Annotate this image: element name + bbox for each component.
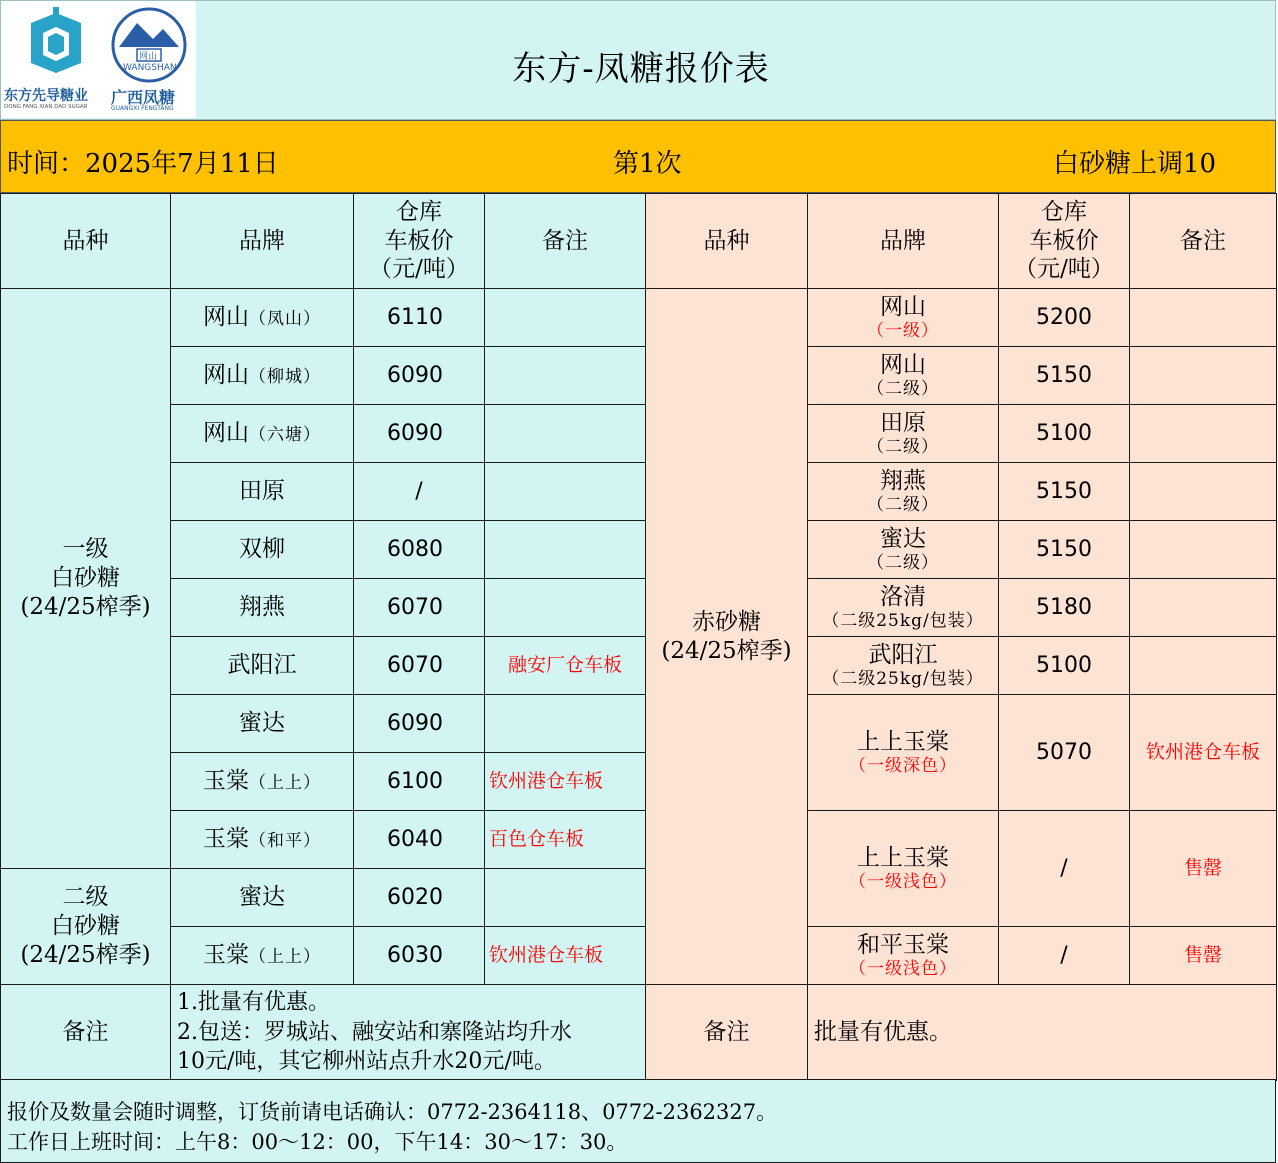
fengtang-pinyin: GUANGXI FENGTANG [111, 105, 174, 112]
col-header-variety: 品种 [646, 194, 808, 289]
price-cell: / [354, 463, 485, 521]
remark-cell [485, 405, 646, 463]
remark-cell [485, 579, 646, 637]
remarks-right: 批量有优惠。 [808, 985, 1277, 1081]
brand-origin: （和平） [249, 831, 321, 852]
remark-cell: 售罄 [1130, 927, 1277, 985]
price-header-line: 仓库 [396, 198, 442, 225]
col-header-price [354, 194, 485, 289]
variety-line: 一级 [62, 536, 109, 563]
remark-line: 2.包送：罗城站、融安站和寨隆站均升水 [177, 1019, 572, 1045]
brand-name: 武阳江 [227, 652, 297, 679]
price-cell: 5150 [999, 347, 1130, 405]
wangshan-ring-text: WANGSHAN [123, 63, 177, 73]
price-cell: 6030 [354, 927, 485, 985]
price-cell: 5070 [999, 695, 1130, 811]
quote-round: 第1次 [613, 149, 682, 179]
remark-cell: 钦州港仓车板 [485, 927, 646, 985]
price-header-line: （元/吨） [1014, 256, 1114, 283]
brand-name: 玉棠 [203, 942, 249, 969]
brand-grade: （二级） [867, 379, 939, 400]
price-cell: 6080 [354, 521, 485, 579]
brand-name: 蜜达 [880, 525, 926, 552]
brand-grade: （二级） [867, 553, 939, 574]
brand-grade: （一级浅色） [849, 872, 957, 893]
price-cell: / [999, 927, 1130, 985]
brand-name: 玉棠 [203, 826, 249, 853]
table-row [1, 289, 1277, 347]
remark-cell [1130, 347, 1277, 405]
remarks-left [171, 985, 646, 1081]
remark-cell [485, 521, 646, 579]
table-row [1, 347, 1277, 405]
price-header-line: （元/吨） [369, 256, 469, 283]
table-row [1, 463, 1277, 521]
price-cell: 5100 [999, 637, 1130, 695]
brand-name: 网山 [203, 420, 249, 447]
price-cell: 6110 [354, 289, 485, 347]
brand-cell [171, 869, 354, 927]
price-cell: 6090 [354, 405, 485, 463]
variety-line: 赤砂糖 [692, 608, 761, 635]
remark-cell [485, 695, 646, 753]
variety-line: 白砂糖 [51, 565, 120, 592]
remarks-row [1, 985, 1277, 1081]
brand-origin: （柳城） [249, 367, 321, 388]
logo-area [1, 1, 196, 118]
brand-name: 蜜达 [239, 710, 285, 737]
brand-grade: （二级） [867, 495, 939, 516]
office-hours-line: 工作日上班时间：上午8：00～12：00，下午14：30～17：30。 [7, 1130, 628, 1154]
quote-date: 时间：2025年7月11日 [7, 149, 279, 179]
price-header-line: 车板价 [1029, 227, 1099, 254]
variety-grade2-white [1, 869, 171, 985]
price-cell: 6020 [354, 869, 485, 927]
brand-grade: （二级25kg/包装） [822, 669, 984, 690]
info-bar [0, 120, 1276, 193]
brand-origin: （上上） [249, 773, 321, 794]
price-cell: 6090 [354, 347, 485, 405]
price-header-line: 车板价 [384, 227, 454, 254]
price-cell: / [999, 811, 1130, 927]
remark-cell: 售罄 [1130, 811, 1277, 927]
brand-name: 网山 [880, 351, 926, 378]
price-cell: 5150 [999, 463, 1130, 521]
brand-grade: （二级25kg/包装） [822, 611, 984, 632]
remark-line: 10元/吨，其它柳州站点升水20元/吨。 [177, 1049, 556, 1075]
brand-name: 玉棠 [203, 768, 249, 795]
brand-cell [171, 579, 354, 637]
col-header-remark: 备注 [485, 194, 646, 289]
price-adjust-note: 白砂糖上调10 [1053, 149, 1217, 179]
brand-name: 田原 [239, 478, 285, 505]
brand-cell [808, 521, 999, 579]
brand-origin: （凤山） [249, 309, 321, 330]
brand-cell [171, 347, 354, 405]
brand-cell [808, 289, 999, 347]
brand-grade: （二级） [867, 437, 939, 458]
remarks-label: 备注 [1, 985, 171, 1081]
remark-cell [485, 289, 646, 347]
variety-grade1-white [1, 289, 171, 869]
brand-name: 田原 [880, 409, 926, 436]
table-row [1, 695, 1277, 753]
remark-cell [485, 463, 646, 521]
brand-cell [171, 811, 354, 869]
price-cell: 5100 [999, 405, 1130, 463]
price-table [0, 193, 1277, 1081]
brand-name: 网山 [203, 362, 249, 389]
price-cell: 6070 [354, 637, 485, 695]
remark-cell: 钦州港仓车板 [1130, 695, 1277, 811]
table-row [1, 811, 1277, 869]
variety-line: (24/25榨季) [20, 941, 151, 968]
remark-cell [1130, 463, 1277, 521]
table-row [1, 927, 1277, 985]
wangshan-badge-text: 网山 [139, 52, 158, 62]
header-row [1, 194, 1277, 289]
remark-cell [485, 869, 646, 927]
table-row [1, 521, 1277, 579]
table-row [1, 637, 1277, 695]
brand-name: 翔燕 [880, 467, 926, 494]
brand-cell [171, 289, 354, 347]
brand-name: 武阳江 [868, 641, 938, 668]
variety-line: 二级 [62, 884, 109, 911]
brand-cell [171, 405, 354, 463]
brand-cell [171, 521, 354, 579]
brand-cell [171, 463, 354, 521]
col-header-brand: 品牌 [808, 194, 999, 289]
price-cell: 5180 [999, 579, 1130, 637]
variety-line: (24/25榨季) [20, 593, 151, 620]
brand-cell [808, 579, 999, 637]
price-cell: 5200 [999, 289, 1130, 347]
brand-cell [808, 811, 999, 927]
remark-cell [1130, 289, 1277, 347]
page-title: 东方-凤糖报价表 [512, 49, 770, 89]
dongfang-name: 东方先导糖业 [4, 88, 88, 104]
table-row [1, 579, 1277, 637]
brand-cell [171, 927, 354, 985]
brand-cell [808, 637, 999, 695]
col-header-price [999, 194, 1130, 289]
contact-line: 报价及数量会随时调整，订货前请电话确认：0772-2364118、0772-2362327。 [7, 1100, 778, 1124]
brand-name: 双柳 [239, 536, 285, 563]
brand-grade: （一级深色） [849, 756, 957, 777]
brand-cell [808, 695, 999, 811]
brand-name: 上上玉棠 [857, 728, 949, 755]
brand-name: 网山 [203, 304, 249, 331]
variety-brown-sugar [646, 289, 808, 985]
brand-cell [171, 695, 354, 753]
col-header-remark: 备注 [1130, 194, 1277, 289]
brand-origin: （六塘） [249, 425, 321, 446]
table-row [1, 405, 1277, 463]
remark-cell [1130, 405, 1277, 463]
brand-name: 洛清 [880, 583, 926, 610]
remark-cell: 融安厂仓车板 [485, 637, 646, 695]
remark-line: 1.批量有优惠。 [177, 989, 330, 1015]
remark-cell [485, 347, 646, 405]
fengtang-name: 广西凤糖 [111, 88, 176, 107]
remarks-label: 备注 [646, 985, 808, 1081]
brand-cell [808, 927, 999, 985]
header [0, 0, 1276, 120]
brand-name: 蜜达 [239, 884, 285, 911]
brand-name: 网山 [880, 293, 926, 320]
brand-origin: （上上） [249, 947, 321, 968]
footer-notice [0, 1079, 1276, 1163]
brand-grade: （一级浅色） [849, 959, 957, 980]
remark-cell [1130, 579, 1277, 637]
price-cell: 5150 [999, 521, 1130, 579]
brand-cell [808, 347, 999, 405]
price-cell: 6070 [354, 579, 485, 637]
remark-cell: 钦州港仓车板 [485, 753, 646, 811]
variety-line: (24/25榨季) [661, 637, 792, 664]
col-header-variety: 品种 [1, 194, 171, 289]
price-cell: 6040 [354, 811, 485, 869]
col-header-brand: 品牌 [171, 194, 354, 289]
brand-cell [171, 753, 354, 811]
brand-cell [808, 463, 999, 521]
variety-line: 白砂糖 [51, 913, 120, 940]
dongfang-pinyin: DONG FANG XIAN DAO SUGAR [4, 104, 88, 110]
brand-grade: （一级） [867, 321, 939, 342]
brand-cell [171, 637, 354, 695]
brand-name: 和平玉棠 [857, 931, 949, 958]
price-cell: 6090 [354, 695, 485, 753]
brand-name: 翔燕 [239, 594, 285, 621]
remark-cell [1130, 521, 1277, 579]
remark-cell [1130, 637, 1277, 695]
remark-cell: 百色仓车板 [485, 811, 646, 869]
price-header-line: 仓库 [1041, 198, 1087, 225]
price-cell: 6100 [354, 753, 485, 811]
brand-cell [808, 405, 999, 463]
brand-name: 上上玉棠 [857, 844, 949, 871]
